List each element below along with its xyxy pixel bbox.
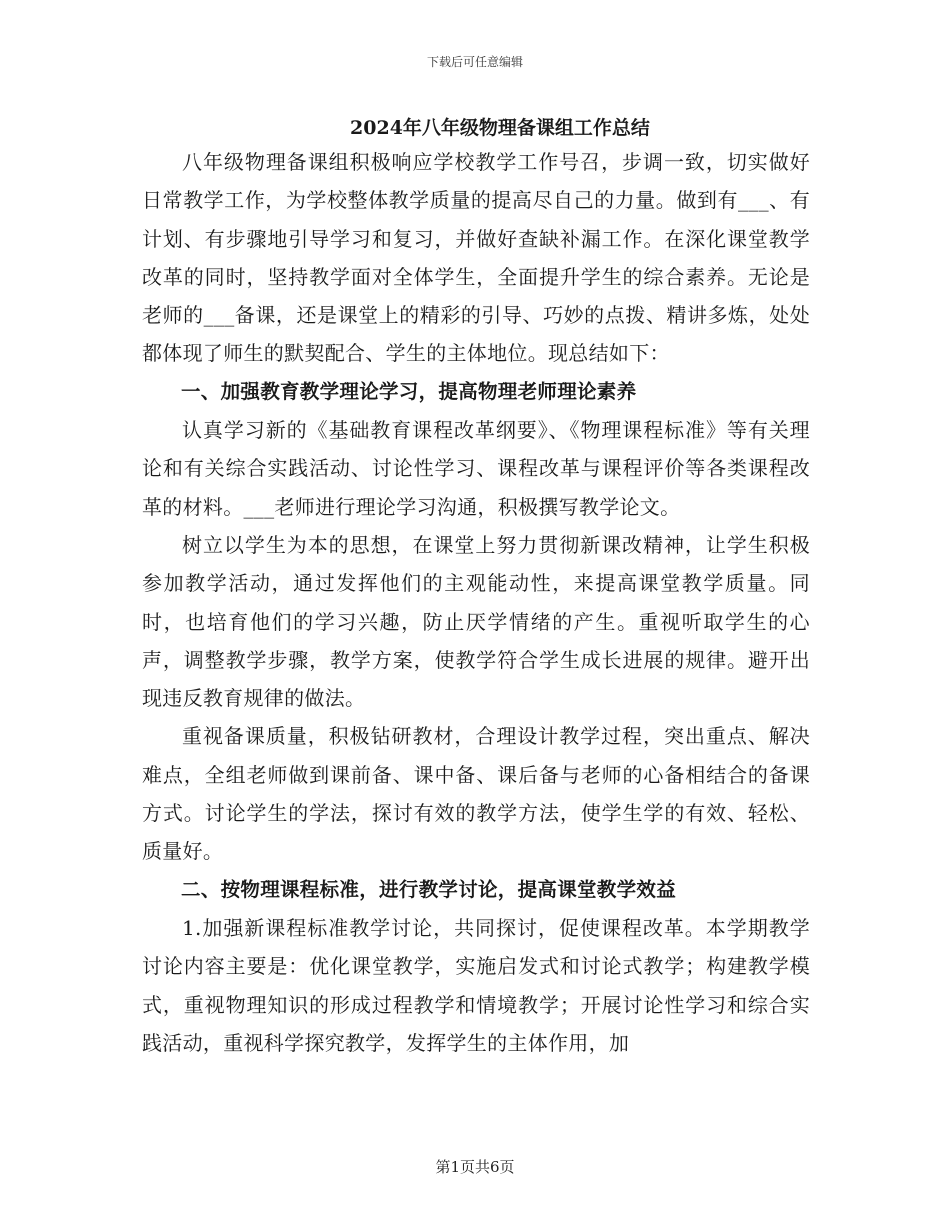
section1-paragraph-2: 树立以学生为本的思想，在课堂上努力贯彻新课改精神，让学生积极参加教学活动，通过发挥他们的主观能动性，来提高课堂教学质量。同时，也培育他们的学习兴趣，防止厌学情绪的产生。重视听取学生的心声，调整教学步骤，教学方案，使教学符合学生成长进展的规律。避开出现违反教育规律的做法。 [142,532,810,711]
section-heading-2: 二、按物理课程标准，进行教学讨论，提高课堂教学效益 [181,877,677,901]
section2-paragraph-1: 1.加强新课程标准教学讨论，共同探讨，促使课程改革。本学期教学讨论内容主要是：优化课堂教学，实施启发式和讨论式教学；构建教学模式，重视物理知识的形成过程教学和情境教学；开展讨论性学习和综合实践活动，重视科学探究教学，发挥学生的主体作用，加 [142,915,810,1055]
header-note: 下载后可任意编辑 [426,55,523,69]
intro-paragraph: 八年级物理备课组积极响应学校教学工作号召，步调一致，切实做好日常教学工作，为学校整体教学质量的提高尽自己的力量。做到有___、有计划、有步骤地引导学习和复习，并做好查缺补漏工作。在深化课堂教学改革的同时，坚持教学面对全体学生，全面提升学生的综合素养。无论是老师的___备课，还是课堂上的精彩的引导、巧妙的点拨、精讲多炼，处处都体现了师生的默契配合、学生的主体地位。现总结如下： [142,150,810,366]
section-heading-1: 一、加强教育教学理论学习，提高物理老师理论素养 [181,379,637,403]
document-body [142,143,810,1062]
section1-paragraph-1: 认真学习新的《基础教育课程改革纲要》、《物理课程标准》等有关理论和有关综合实践活动、讨论性学习、课程改革与课程评价等各类课程改革的材料。___老师进行理论学习沟通，积极撰写教学论文。 [142,418,810,519]
document-title: 2024年八年级物理备课组工作总结 [350,117,650,139]
page-indicator: 第1页共6页 [435,1158,515,1176]
section1-paragraph-3: 重视备课质量，积极钻研教材，合理设计教学过程，突出重点、解决难点，全组老师做到课前备、课中备、课后备与老师的心备相结合的备课方式。讨论学生的学法，探讨有效的教学方法，使学生学的有效、轻松、质量好。 [142,724,810,864]
